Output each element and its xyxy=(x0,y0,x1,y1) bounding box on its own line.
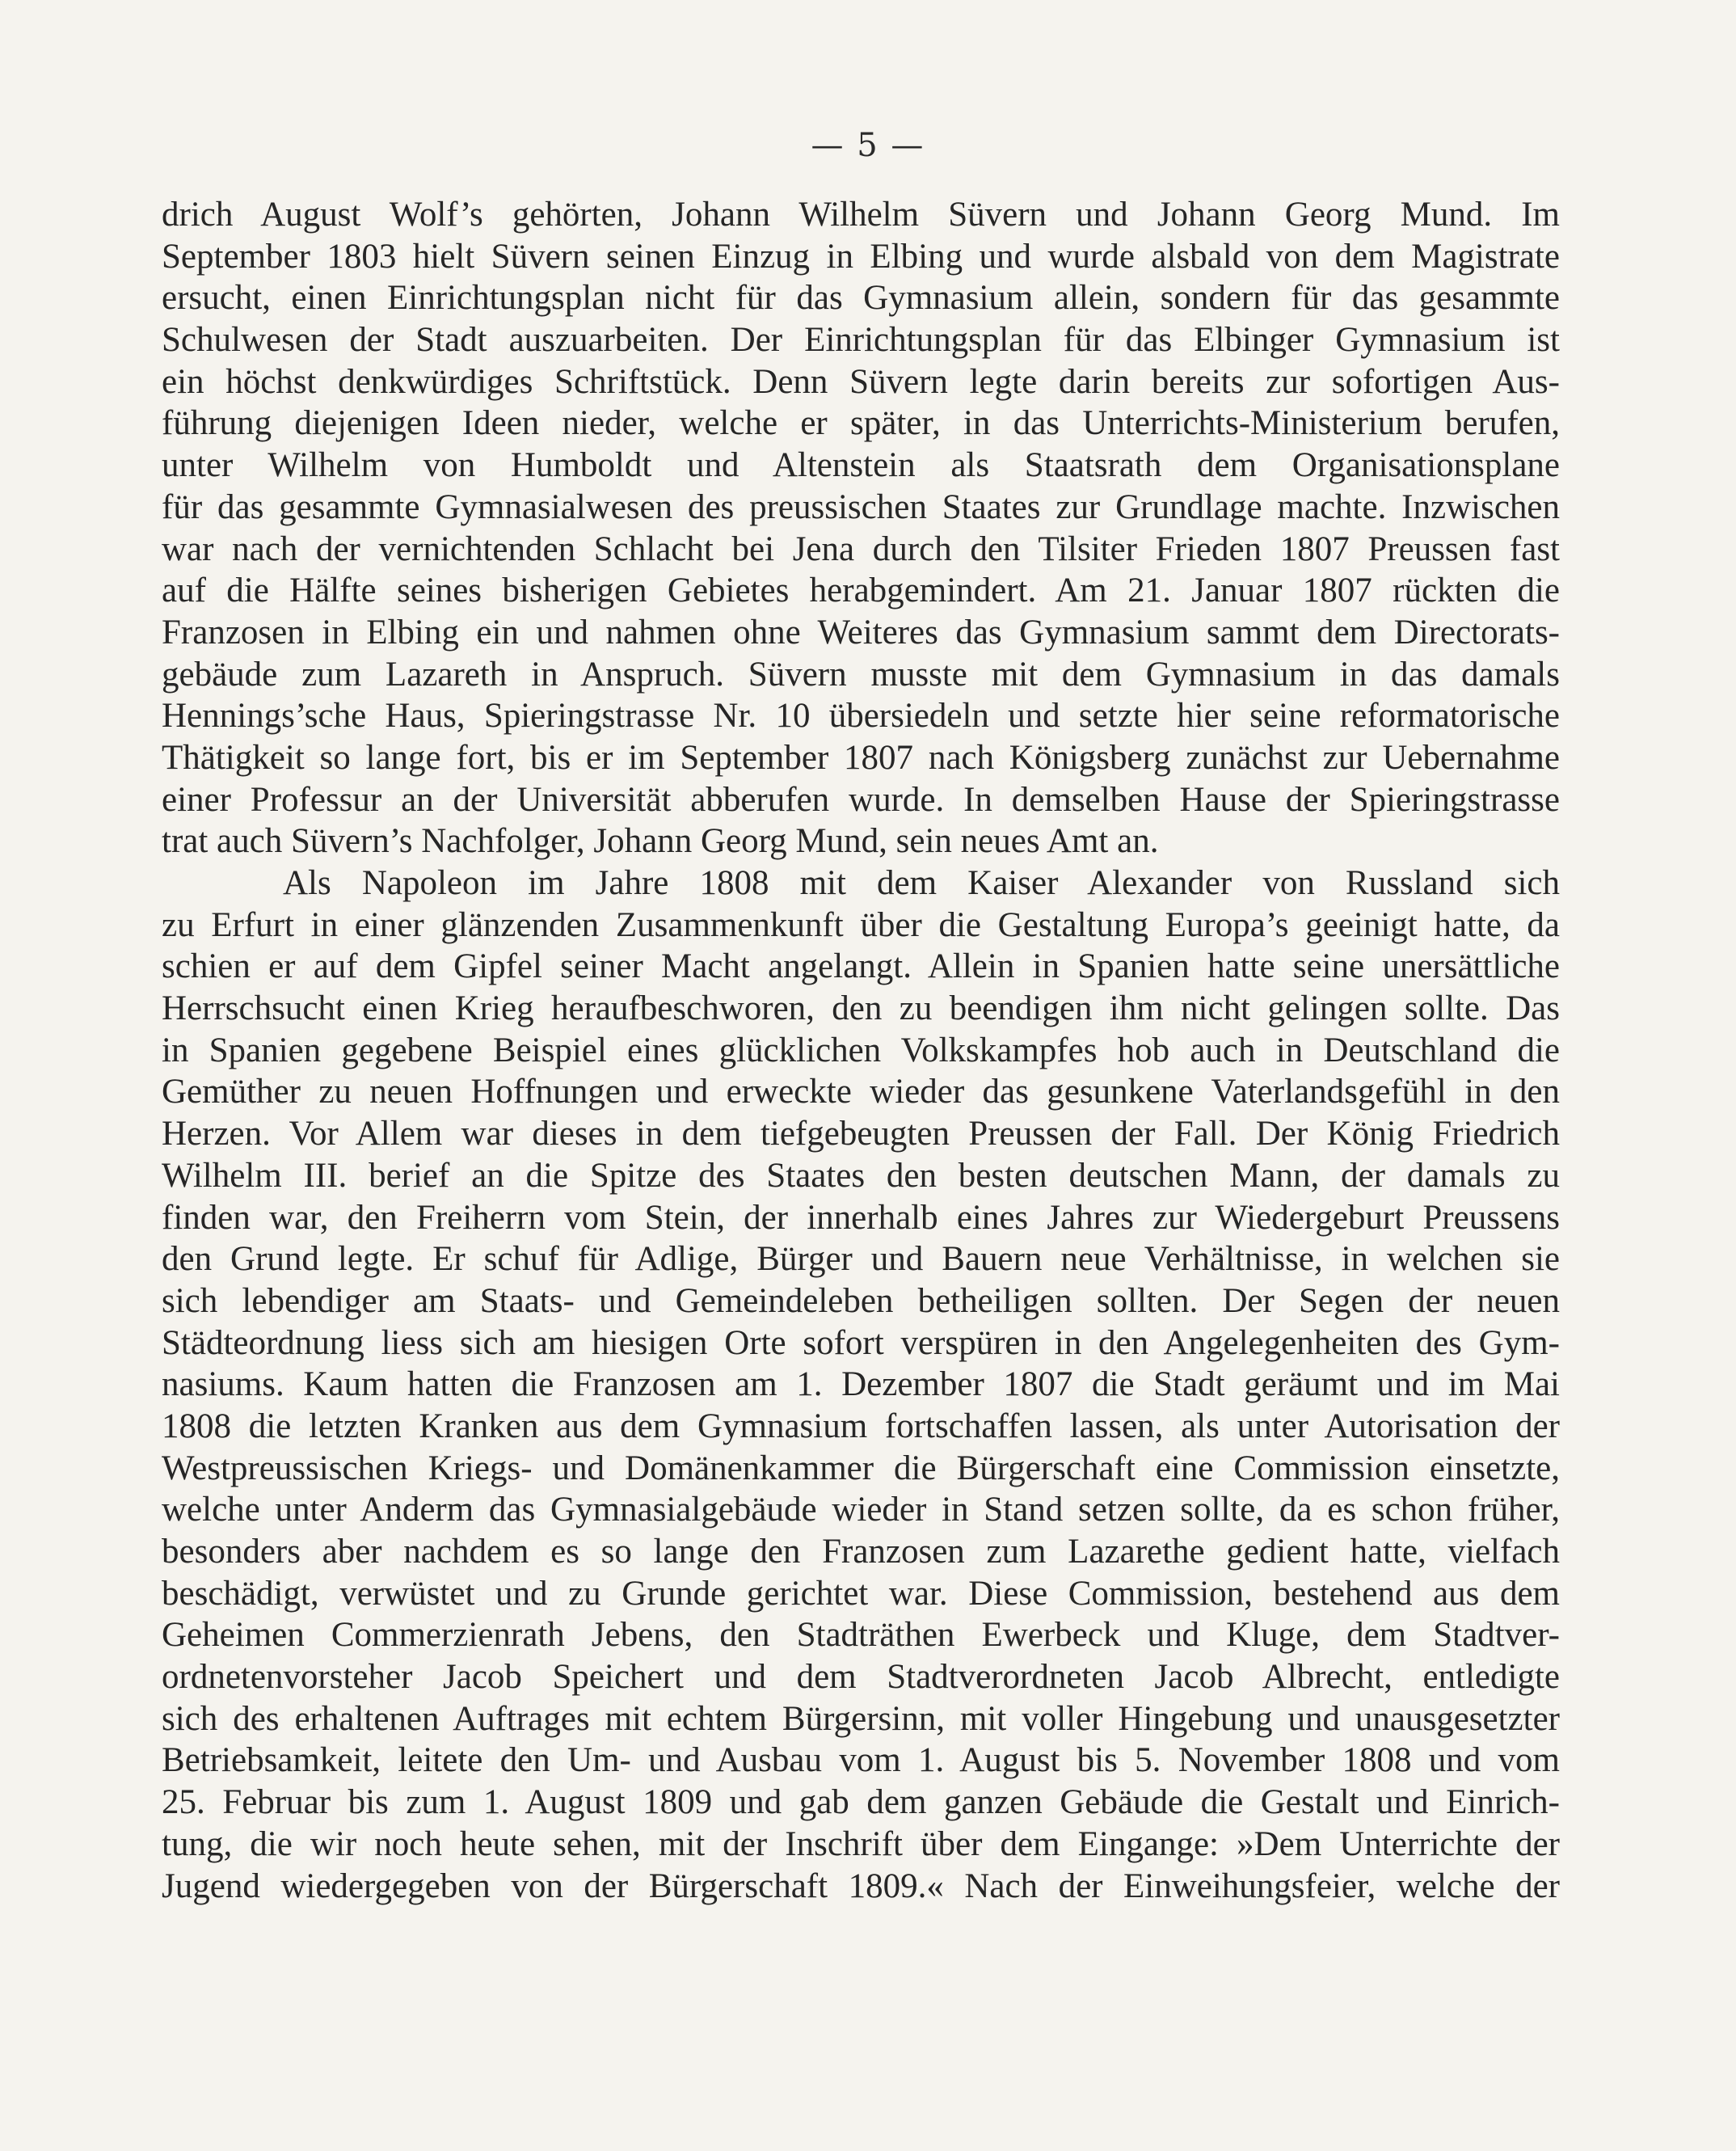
text-line: Geheimen Commerzienrath Jebens, den Stadträthen Ewerbeck und Kluge, dem Stadtver- xyxy=(162,1616,1560,1655)
text-line: Thätigkeit so lange fort, bis er im September 1807 nach Königsberg zunächst zur Uebernahme xyxy=(162,738,1560,777)
text-line: welche unter Anderm das Gymnasialgebäude wieder in Stand setzen sollte, da es schon früher, xyxy=(162,1491,1560,1529)
text-line: September 1803 hielt Süvern seinen Einzug in Elbing und wurde alsbald von dem Magistrate xyxy=(162,237,1560,276)
text-line: Herzen. Vor Allem war dieses in dem tiefgebeugten Preussen der Fall. Der König Friedrich xyxy=(162,1115,1560,1154)
text-line: Franzosen in Elbing ein und nahmen ohne Weiteres das Gymnasium sammt dem Directorats- xyxy=(162,613,1560,652)
text-line: ersucht, einen Einrichtungsplan nicht für das Gymnasium allein, sondern für das gesammte xyxy=(162,279,1560,318)
text-line: in Spanien gegebene Beispiel eines glücklichen Volkskampfes hob auch in Deutschland die xyxy=(162,1031,1560,1069)
text-line: drich August Wolf’s gehörten, Johann Wilhelm Süvern und Johann Georg Mund. Im xyxy=(162,196,1560,234)
text-line: Städteordnung liess sich am hiesigen Orte sofort verspüren in den Angelegenheiten des Gym- xyxy=(162,1323,1560,1362)
text-line: Als Napoleon im Jahre 1808 mit dem Kaiser Alexander von Russland sich xyxy=(283,864,1560,902)
text-line: besonders aber nachdem es so lange den Franzosen zum Lazarethe gedient hatte, vielfach xyxy=(162,1533,1560,1571)
text-line: Gemüther zu neuen Hoffnungen und erweckte wieder das gesunkene Vaterlandsgefühl in den xyxy=(162,1073,1560,1111)
text-line: unter Wilhelm von Humboldt und Altenstein als Staatsrath dem Organisationsplane xyxy=(162,446,1560,485)
text-line: ein höchst denkwürdiges Schriftstück. Denn Süvern legte darin bereits zur sofortigen Aus- xyxy=(162,362,1560,401)
text-line: ordnetenvorsteher Jacob Speichert und dem Stadtverordneten Jacob Albrecht, entledigte xyxy=(162,1658,1560,1697)
text-line: gebäude zum Lazareth in Anspruch. Süvern musste mit dem Gymnasium in das damals xyxy=(162,655,1560,694)
text-line: finden war, den Freiherrn vom Stein, der innerhalb eines Jahres zur Wiedergeburt Preussens xyxy=(162,1198,1560,1237)
text-line: beschädigt, verwüstet und zu Grunde gerichtet war. Diese Commission, bestehend aus dem xyxy=(162,1574,1560,1613)
text-line: Schulwesen der Stadt auszuarbeiten. Der Einrichtungsplan für das Elbinger Gymnasium ist xyxy=(162,321,1560,360)
text-line: nasiums. Kaum hatten die Franzosen am 1. Dezember 1807 die Stadt geräumt und im Mai xyxy=(162,1365,1560,1404)
text-line: schien er auf dem Gipfel seiner Macht angelangt. Allein in Spanien hatte seine unersättliche xyxy=(162,947,1560,986)
body-text xyxy=(162,194,1560,1907)
text-line: einer Professur an der Universität abberufen wurde. In demselben Hause der Spieringstrasse xyxy=(162,780,1560,819)
text-line: Wilhelm III. berief an die Spitze des Staates den besten deutschen Mann, der damals zu xyxy=(162,1156,1560,1195)
text-line: Herrschsucht einen Krieg heraufbeschworen, den zu beendigen ihm nicht gelingen sollte. Das xyxy=(162,989,1560,1028)
paragraph-2 xyxy=(162,863,1560,1907)
text-line: 25. Februar bis zum 1. August 1809 und gab dem ganzen Gebäude die Gestalt und Einrich- xyxy=(162,1783,1560,1822)
text-line: war nach der vernichtenden Schlacht bei Jena durch den Tilsiter Frieden 1807 Preussen fast xyxy=(162,529,1560,568)
text-line: auf die Hälfte seines bisherigen Gebietes herabgemindert. Am 21. Januar 1807 rückten die xyxy=(162,571,1560,610)
text-line: führung diejenigen Ideen nieder, welche er später, in das Unterrichts-Ministerium berufen, xyxy=(162,404,1560,443)
page-number: — 5 — xyxy=(811,127,925,164)
text-line: Westpreussischen Kriegs- und Domänenkammer die Bürgerschaft eine Commission einsetzte, xyxy=(162,1449,1560,1487)
text-line: 1808 die letzten Kranken aus dem Gymnasium fortschaffen lassen, als unter Autorisation der xyxy=(162,1407,1560,1445)
text-line: tung, die wir noch heute sehen, mit der Inschrift über dem Eingange: »Dem Unterrichte der xyxy=(162,1824,1560,1863)
text-line: Hennings’sche Haus, Spieringstrasse Nr. 10 übersiedeln und setzte hier seine reformatorische xyxy=(162,697,1560,736)
text-line: Jugend wiedergegeben von der Bürgerschaft 1809.« Nach der Einweihungsfeier, welche der xyxy=(162,1866,1560,1905)
text-line: für das gesammte Gymnasialwesen des preussischen Staates zur Grundlage machte. Inzwischen xyxy=(162,487,1560,526)
text-line: Betriebsamkeit, leitete den Um- und Ausbau vom 1. August bis 5. November 1808 und vom xyxy=(162,1741,1560,1780)
text-line: trat auch Süvern’s Nachfolger, Johann Georg Mund, sein neues Amt an. xyxy=(162,822,1159,861)
paragraph-1 xyxy=(162,194,1560,863)
text-line: sich lebendiger am Staats- und Gemeindeleben betheiligen sollten. Der Segen der neuen xyxy=(162,1281,1560,1320)
text-line: sich des erhaltenen Auftrages mit echtem Bürgersinn, mit voller Hingebung und unausgesetzter xyxy=(162,1699,1560,1738)
text-line: zu Erfurt in einer glänzenden Zusammenkunft über die Gestaltung Europa’s geeinigt hatte, da xyxy=(162,905,1560,944)
text-line: den Grund legte. Er schuf für Adlige, Bürger und Bauern neue Verhältnisse, in welchen sie xyxy=(162,1240,1560,1279)
